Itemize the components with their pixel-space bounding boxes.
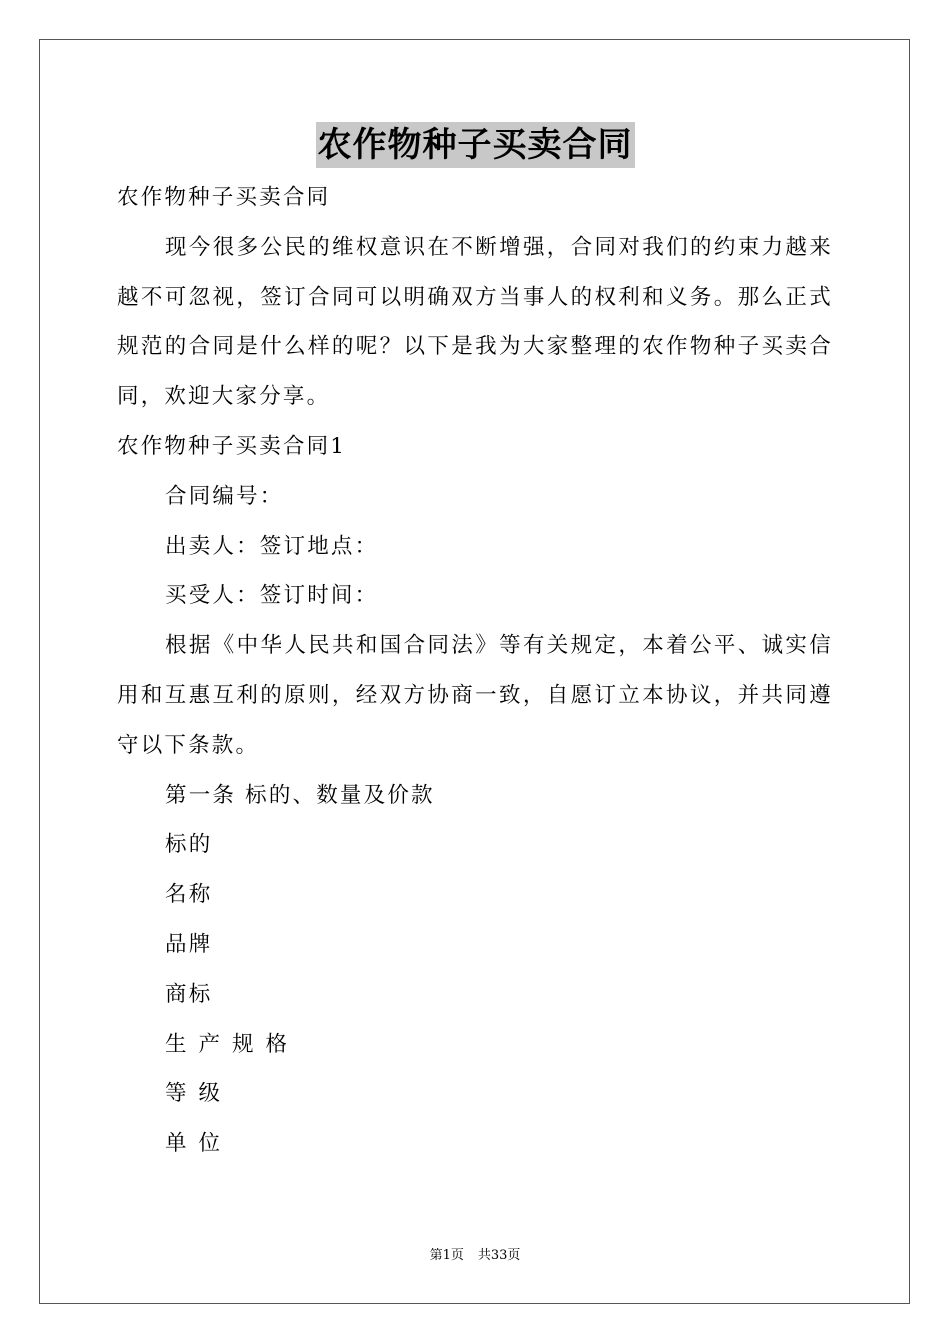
field-unit: 单位 (165, 1131, 233, 1157)
basis-paragraph: 根据《中华人民共和国合同法》等有关规定，本着公平、诚实信用和互惠互利的原则，经双方协商一致，自愿订立本协议，并共同遵守以下条款。 (117, 633, 833, 758)
page-footer (0, 1246, 950, 1266)
document-title: 农作物种子买卖合同 (316, 122, 635, 168)
buyer-line: 买受人：签订时间： (165, 583, 379, 609)
page-total: 共33页 (477, 1248, 521, 1263)
field-spec: 生产规格 (165, 1031, 300, 1057)
intro-paragraph: 现今很多公民的维权意识在不断增强，合同对我们的约束力越来越不可忽视，签订合同可以明确双方当事人的权利和义务。那么正式规范的合同是什么样的呢？以下是我为大家整理的农作物种子买卖合同，欢迎大家分享。 (117, 234, 833, 410)
article-1-heading: 第一条 标的、数量及价款 (165, 782, 435, 808)
document-body (117, 173, 833, 1169)
page-number: 第1页 (429, 1248, 464, 1263)
field-name: 名称 (165, 882, 213, 908)
section-heading: 农作物种子买卖合同1 (117, 433, 347, 459)
field-subject: 标的 (165, 832, 213, 858)
seller-line: 出卖人：签订地点： (165, 533, 379, 559)
field-trademark: 商标 (165, 981, 213, 1007)
field-grade: 等级 (165, 1081, 233, 1107)
field-brand: 品牌 (165, 931, 213, 957)
title-area (0, 122, 950, 168)
contract-number-line: 合同编号： (165, 483, 284, 509)
document-subtitle: 农作物种子买卖合同 (117, 185, 331, 210)
